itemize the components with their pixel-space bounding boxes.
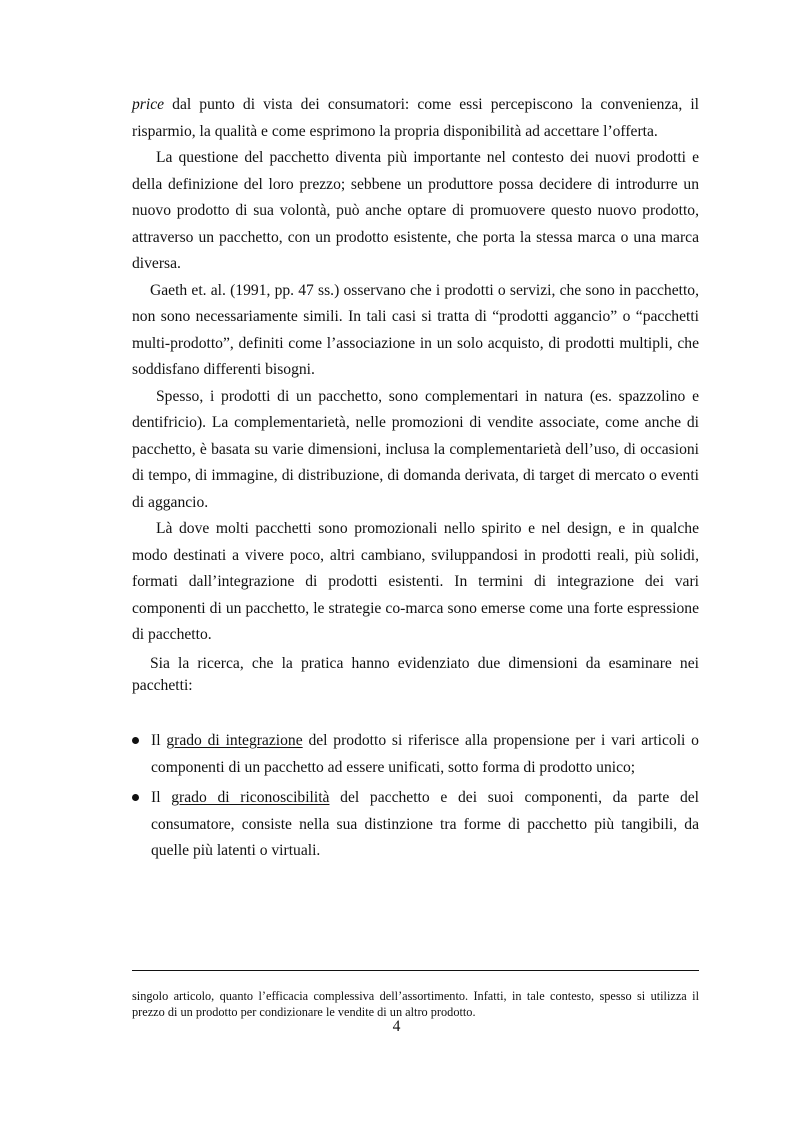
paragraph: Gaeth et. al. (1991, pp. 47 ss.) osservano che i prodotti o servizi, che sono in pacchetto, non sono necessariamente simili. In tali casi si tratta di “prodotti aggancio” o “pacchetti multi-prodotto”, definiti come l’associazione in un solo acquisto, di prodotti multipli, che soddisfano differenti bisogni.: [132, 281, 699, 378]
body-text-block: [132, 92, 699, 697]
bullet-list: [132, 728, 699, 865]
paragraph: Spesso, i prodotti di un pacchetto, sono complementari in natura (es. spazzolino e dentifricio). La complementarietà, nelle promozioni di vendite associate, come anche di pacchetto, è basata su varie dimensioni, inclusa la complementarietà dell’uso, di occasioni di tempo, di immagine, di distribuzione, di domanda derivata, di target di mercato o eventi di aggancio.: [132, 387, 699, 511]
list-item: [132, 785, 699, 865]
underlined-term: grado di riconoscibilità: [171, 789, 330, 806]
paragraph-text: dal punto di vista dei consumatori: come essi percepiscono la convenienza, il risparmio, la qualità e come esprimono la propria disponibilità ad accettare l’offerta.: [132, 96, 699, 140]
page-number: 4: [392, 1018, 401, 1035]
list-item-prefix: Il: [151, 789, 172, 806]
bullet-icon: [132, 794, 139, 801]
underlined-term: grado di integrazione: [166, 732, 303, 749]
list-item-text: del pacchetto e dei suoi componenti, da parte del consumatore, consiste nella sua distinzione tra forme di pacchetto più tangibili, da quelle più latenti o virtuali.: [151, 789, 699, 859]
paragraph: Là dove molti pacchetti sono promozionali nello spirito e nel design, e in qualche modo destinati a vivere poco, altri cambiano, sviluppandosi in prodotti reali, più solidi, formati dall’integrazione di prodotti esistenti. In termini di integrazione dei vari componenti di un pacchetto, le strategie co-marca sono emerse come una forte espressione di pacchetto.: [132, 520, 699, 643]
footnote: singolo articolo, quanto l’efficacia complessiva dell’assortimento. Infatti, in tale contesto, spesso si utilizza il prezzo di un prodotto per condizionare le vendite di un altro prodotto.: [132, 989, 699, 1019]
list-item-text: del prodotto si riferisce alla propensione per i vari articoli o componenti di un pacchetto ad essere unificati, sotto forma di prodotto unico;: [151, 732, 699, 776]
paragraph-continuation: [132, 92, 699, 145]
italic-term: price: [132, 96, 165, 113]
bullet-icon: [132, 737, 139, 744]
footnote-separator: [132, 970, 699, 971]
list-item: [132, 728, 699, 781]
paragraph: La questione del pacchetto diventa più importante nel contesto dei nuovi prodotti e della definizione del loro prezzo; sebbene un produttore possa decidere di introdurre un nuovo prodotto di sua volontà, può anche optare di promuovere questo nuovo prodotto, attraverso un pacchetto, con un prodotto esistente, che porta la stessa marca o una marca diversa.: [132, 149, 699, 272]
paragraph: Sia la ricerca, che la pratica hanno evidenziato due dimensioni da esaminare nei pacchetti:: [132, 654, 699, 694]
list-item-prefix: Il: [151, 732, 167, 749]
